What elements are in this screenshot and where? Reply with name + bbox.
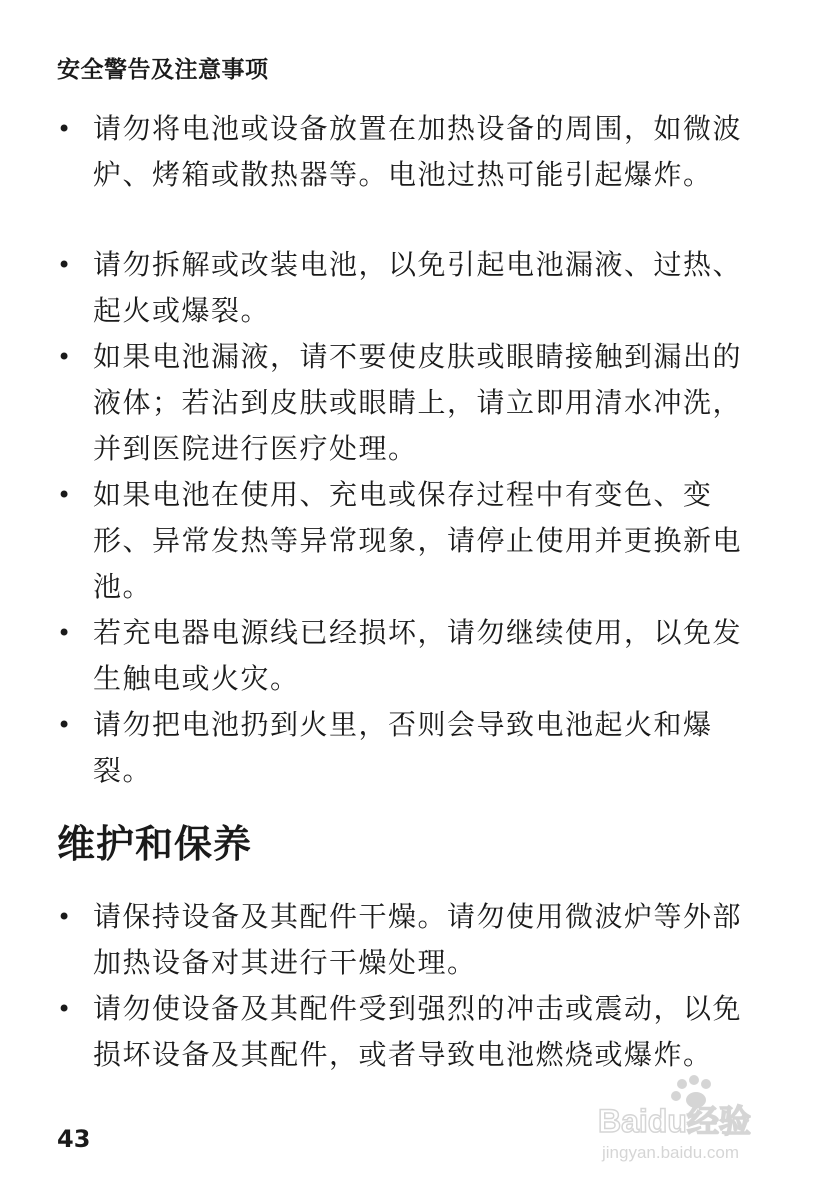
list-item-text: 如果电池漏液，请不要使皮肤或眼睛接触到漏出的液体；若沾到皮肤或眼睛上，请立即用清水冲洗，并到医院进行医疗处理。 bbox=[93, 340, 743, 465]
paw-toe-icon bbox=[689, 1075, 699, 1085]
list-item bbox=[57, 334, 769, 472]
list-item bbox=[57, 472, 769, 610]
list-item-text: 请勿把电池扔到火里，否则会导致电池起火和爆裂。 bbox=[93, 708, 713, 787]
maintenance-title: 维护和保养 bbox=[57, 822, 253, 866]
list-item-text: 若充电器电源线已经损坏，请勿继续使用，以免发生触电或火灾。 bbox=[93, 616, 743, 695]
bullet-icon: • bbox=[57, 481, 73, 509]
list-item-text: 请勿拆解或改装电池，以免引起电池漏液、过热、起火或爆裂。 bbox=[93, 248, 743, 327]
section-header: 安全警告及注意事项 bbox=[57, 57, 269, 83]
bullet-icon: • bbox=[57, 251, 73, 279]
paw-toe-icon bbox=[701, 1079, 711, 1089]
bullet-icon: • bbox=[57, 711, 73, 739]
list-item bbox=[57, 610, 769, 702]
bullet-icon: • bbox=[57, 995, 73, 1023]
list-item-text: 请保持设备及其配件干燥。请勿使用微波炉等外部加热设备对其进行干燥处理。 bbox=[93, 900, 743, 979]
list-item-text: 请勿将电池或设备放置在加热设备的周围，如微波炉、烤箱或散热器等。电池过热可能引起爆炸。 bbox=[93, 112, 743, 191]
bullet-icon: • bbox=[57, 903, 73, 931]
baidu-watermark-logo bbox=[592, 1070, 792, 1170]
bullet-icon: • bbox=[57, 115, 73, 143]
page-number: 43 bbox=[57, 1125, 91, 1153]
list-item bbox=[57, 894, 769, 986]
list-item bbox=[57, 106, 769, 198]
watermark-url-text: jingyan.baidu.com bbox=[602, 1143, 740, 1162]
list-item bbox=[57, 702, 769, 794]
list-item-text: 请勿使设备及其配件受到强烈的冲击或震动，以免损坏设备及其配件，或者导致电池燃烧或爆炸。 bbox=[93, 992, 743, 1071]
paw-toe-icon bbox=[671, 1091, 681, 1101]
list-item bbox=[57, 986, 769, 1078]
watermark-brand-text: Baidu经验 bbox=[598, 1103, 751, 1139]
list-item-text: 如果电池在使用、充电或保存过程中有变色、变形、异常发热等异常现象，请停止使用并更换新电池。 bbox=[93, 478, 743, 603]
paw-toe-icon bbox=[677, 1079, 687, 1089]
list-item bbox=[57, 242, 769, 334]
bullet-icon: • bbox=[57, 619, 73, 647]
bullet-icon: • bbox=[57, 343, 73, 371]
